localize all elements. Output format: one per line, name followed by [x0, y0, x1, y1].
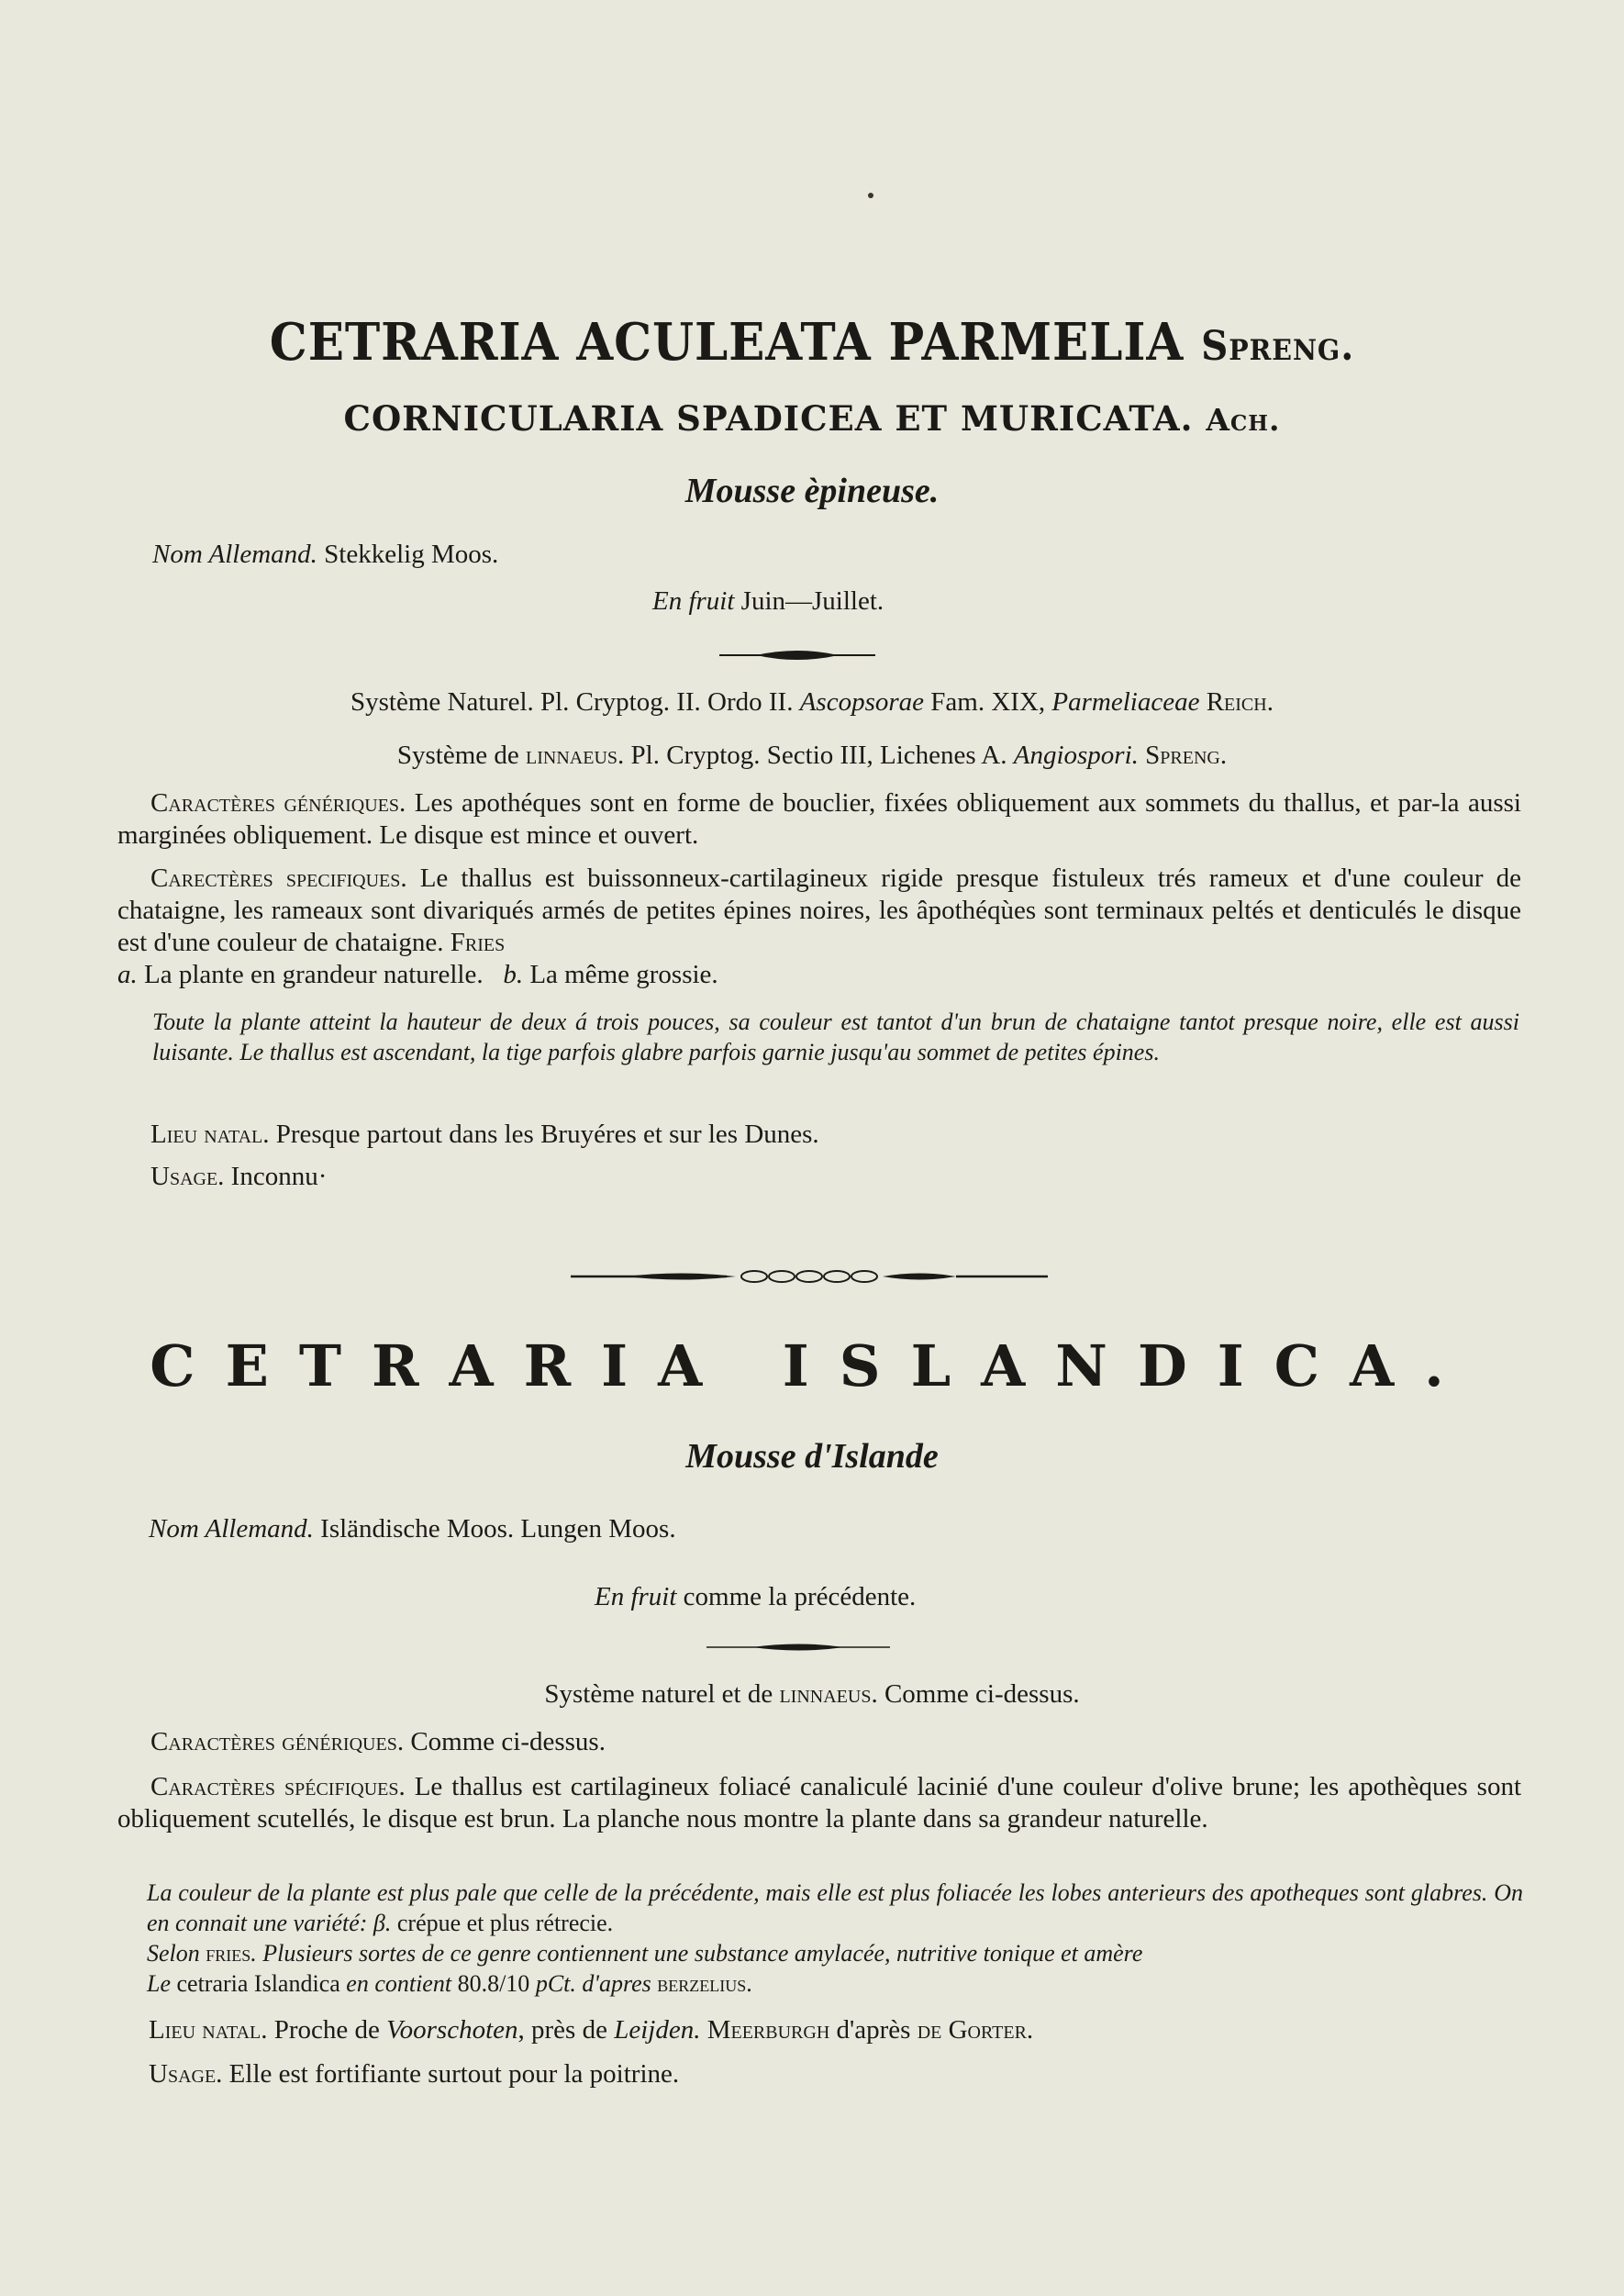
fruiting-line-2 [595, 1580, 916, 1613]
paragraph-label: Carectères specifiques. [150, 864, 407, 893]
species-title-1 [65, 312, 1559, 373]
vernacular-name-1: Mousse èpineuse. [684, 472, 940, 510]
species-author: Spreng. [1201, 323, 1355, 370]
description-2-text [147, 1968, 1523, 1999]
fruiting-line-1 [652, 585, 884, 618]
plate-letter: a. [117, 960, 138, 989]
system-text: Système Naturel. Pl. Cryptog. II. Ordo II. [350, 687, 800, 717]
fruiting-value: comme la précédente. [683, 1582, 917, 1611]
species-name: CETRARIA ACULEATA PARMELIA [269, 312, 1185, 373]
german-name-label: Nom Allemand. [152, 540, 317, 569]
desc-text: . Plusieurs sortes de ce genre contiennent une substance amylacée, nutritive tonique et amère [250, 1940, 1143, 1967]
usage-line-1 [150, 1160, 327, 1193]
german-name-label: Nom Allemand. [149, 1514, 314, 1544]
german-name-line-1 [152, 538, 498, 571]
description-2-text [147, 1878, 1523, 1938]
order-name: Ascopsorae [799, 687, 925, 717]
system-line-2 [0, 1677, 1624, 1711]
paragraph-text: Presque partout dans les Bruyéres et sur les Dunes. [269, 1120, 819, 1149]
family-name: Parmeliaceae [1051, 687, 1200, 717]
paragraph-text: Le thallus est cartilagineux foliacé canaliculé lacinié d'une couleur d'olive brune; les apothèques sont obliquement scutellés, le disque est brun. La planche nous montre la plante dans sa grandeur naturelle. [117, 1772, 1521, 1833]
synonym-line [0, 398, 1624, 439]
ornament-divider-small [706, 1641, 890, 1654]
system-text: Fam. XIX, [924, 687, 1052, 717]
author-ref: berzelius. [651, 1970, 752, 1997]
plate-text: La plante en grandeur naturelle. [137, 960, 484, 989]
paragraph-label: Caractères génériques. [150, 788, 406, 818]
specific-characters-2 [117, 1771, 1521, 1835]
author-ref: Fries [443, 928, 506, 957]
usage-line-2 [149, 2057, 679, 2090]
generic-characters-1 [117, 787, 1521, 852]
german-name-line-2 [149, 1512, 676, 1545]
ornament-divider-large [571, 1266, 1048, 1287]
paragraph-label: Caractères spécifiques. [150, 1772, 406, 1801]
habitat-line-1 [150, 1118, 819, 1151]
system-text: . Pl. Cryptog. Sectio III, Lichenes A. [617, 741, 1014, 770]
german-name-value: Isländische Moos. Lungen Moos. [320, 1514, 676, 1544]
specific-characters-1 [117, 863, 1521, 991]
system-linnaeus-line [0, 739, 1624, 772]
plate-letter: b. [503, 960, 524, 989]
synonym-author: Ach. [1206, 402, 1281, 438]
author-ref: Meerburgh [700, 2015, 830, 2045]
group-name: Angiospori. [1013, 741, 1139, 770]
paragraph-text: Proche de [267, 2015, 387, 2045]
paragraph-text: d'après [829, 2015, 918, 2045]
plate-text: La même grossie. [523, 960, 718, 989]
synonym-name: CORNICULARIA SPADICEA ET MURICATA. [343, 398, 1194, 439]
desc-text: La couleur de la plante est plus pale que celle de la précédente, mais elle est plus foliacée les lobes anterieurs des apotheques sont glabres. On en connait une variété: β. [147, 1879, 1523, 1936]
paragraph-text: Elle est fortifiante surtout pour la poitrine. [222, 2059, 680, 2089]
fruiting-label: En fruit [652, 586, 735, 616]
description-1: Toute la plante atteint la hauteur de deux á trois pouces, sa couleur est tantot d'un brun de chataigne tantot presque noire, elle est aussi luisante. Le thallus est ascendant, la tige parfois glabre parfois garnie jusqu'au sommet de petites épines. [152, 1009, 1519, 1065]
system-text: Système naturel et de [544, 1679, 780, 1709]
fruiting-label: En fruit [595, 1582, 677, 1611]
paragraph-label: Usage. [149, 2059, 223, 2089]
ornament-divider-small [719, 648, 875, 663]
author-ref: Reich. [1199, 687, 1274, 717]
paragraph-label: Lieu natal. [149, 2015, 268, 2045]
desc-text: cetraria Islandica [171, 1970, 347, 1997]
german-name-value: Stekkelig Moos. [324, 540, 499, 569]
paragraph-label: Lieu natal. [150, 1120, 270, 1149]
desc-text: Selon [147, 1940, 206, 1967]
paragraph-text: , près de [517, 2015, 615, 2045]
paragraph-text: Inconnu· [224, 1162, 328, 1191]
system-naturel-line [0, 685, 1624, 719]
paragraph-label: Usage. [150, 1162, 225, 1191]
generic-characters-2 [150, 1725, 606, 1758]
author-ref: linnaeus [779, 1679, 872, 1709]
desc-text: Le [147, 1970, 171, 1997]
system-text: Système de [396, 741, 527, 770]
author-ref: linnaeus [526, 741, 618, 770]
species-title-2: CETRARIA ISLANDICA. [150, 1332, 1474, 1399]
paragraph-text: Comme ci-dessus. [404, 1727, 606, 1756]
author-ref: de Gorter. [917, 2015, 1034, 2045]
description-2-text [147, 1938, 1523, 1968]
description-2 [147, 1878, 1523, 1999]
desc-text: crépue et plus rétrecie. [391, 1910, 614, 1936]
paragraph-text: Les apothéques sont en forme de bouclier, fixées obliquement aux sommets du thallus, et par-la aussi marginées obliquement. Le disque est mince et ouvert. [117, 788, 1521, 850]
desc-text: en contient [346, 1970, 452, 1997]
paragraph-text: Le thallus est buissonneux-cartilagineux rigide presque fistuleux trés rameux et d'une couleur de chataigne, les rameaux sont divariqués armés de petites épines noires, les âpothéqùes sont terminaux peltés et denticulés le disque est d'une couleur de chataigne. [117, 864, 1521, 957]
place-name: Voorschoten [386, 2015, 518, 2045]
author-ref: Spreng. [1138, 741, 1228, 770]
paragraph-label: Caractères génériques. [150, 1727, 405, 1756]
habitat-line-2 [149, 2013, 1033, 2046]
author-ref: fries [206, 1940, 251, 1967]
desc-text: pCt. d'apres [535, 1970, 651, 1997]
vernacular-name-2: Mousse d'Islande [685, 1437, 939, 1476]
paper-speck [868, 193, 873, 198]
place-name: Leijden. [614, 2015, 701, 2045]
system-text: . Comme ci-dessus. [871, 1679, 1080, 1709]
fruiting-value: Juin—Juillet. [740, 586, 884, 616]
desc-value: 80.8/10 [451, 1970, 536, 1997]
